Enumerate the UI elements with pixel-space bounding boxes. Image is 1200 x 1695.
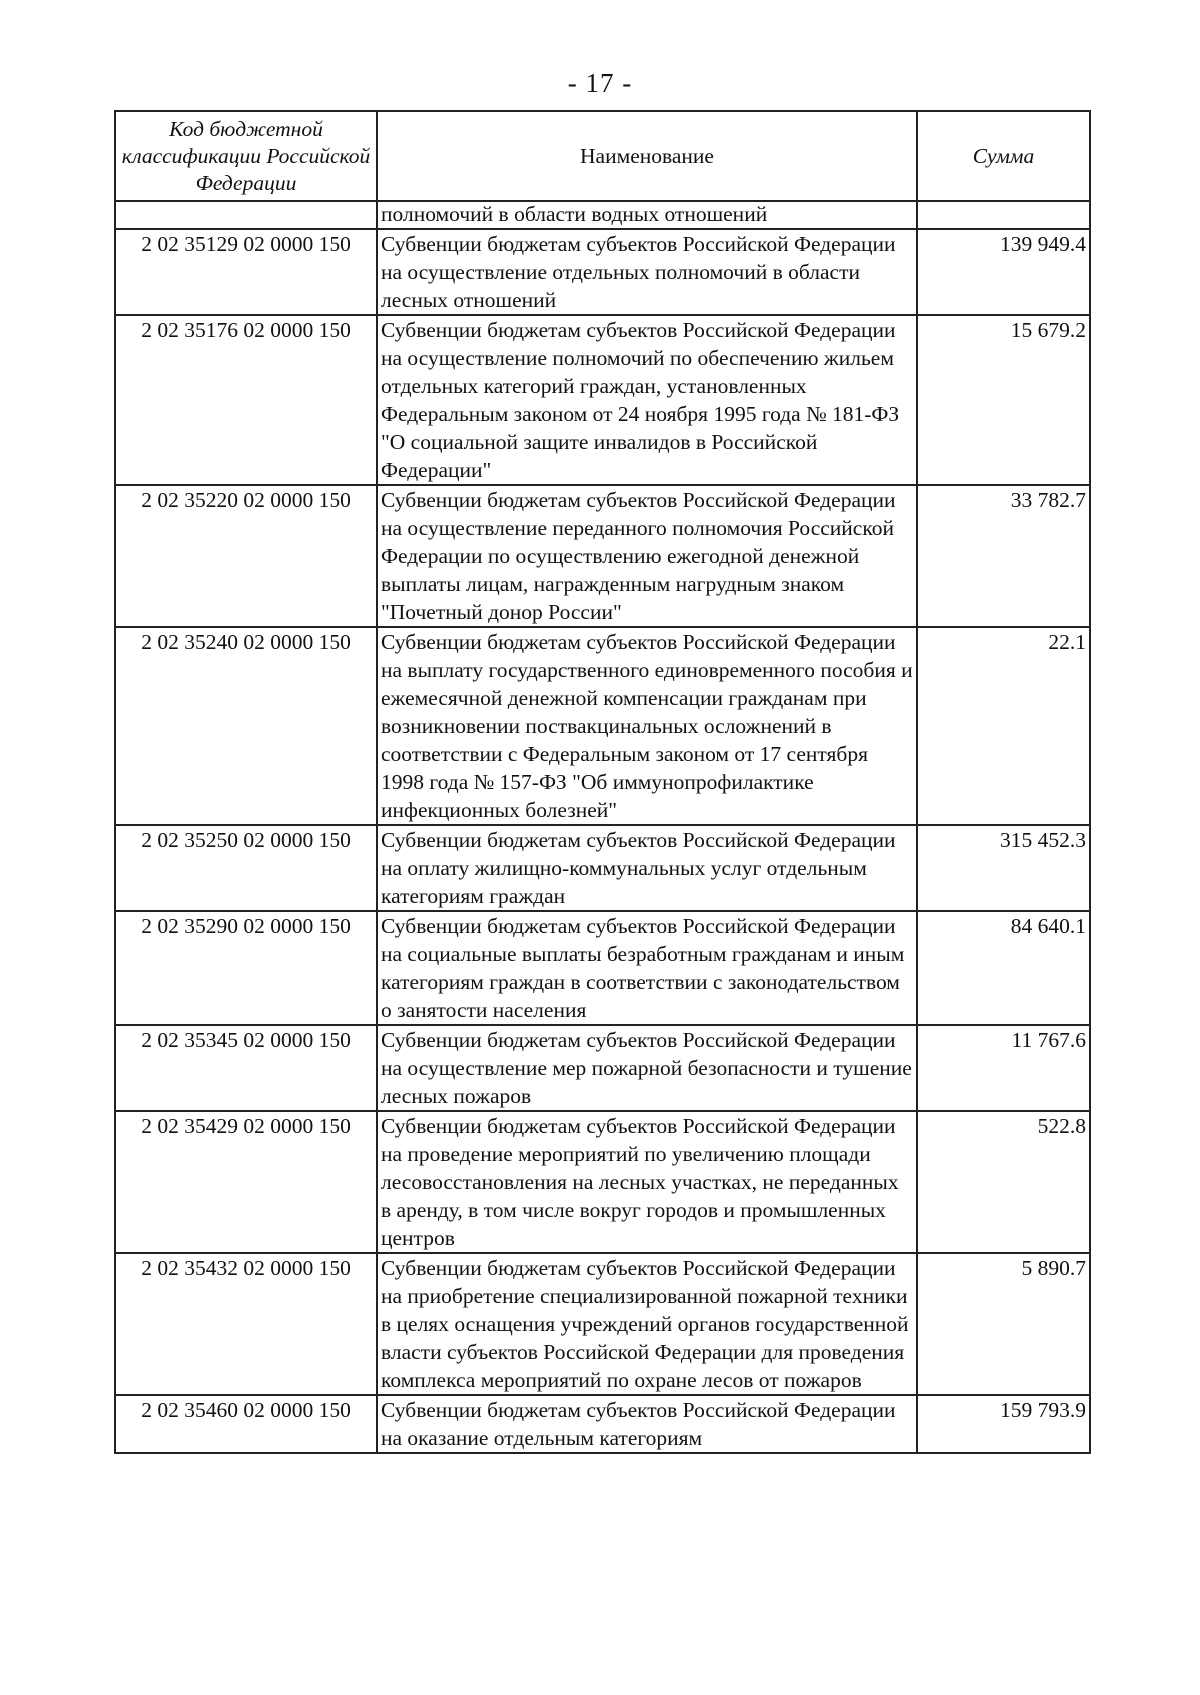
table-row: [115, 229, 1090, 315]
table-row: [115, 627, 1090, 825]
table-cell-name: Субвенции бюджетам субъектов Российской Федерации на социальные выплаты безработным гражданам и иным категориям граждан в соответствии с законодательством о занятости населения: [377, 911, 917, 1025]
continuation-row: [115, 201, 1090, 229]
table-cell-name: Субвенции бюджетам субъектов Российской Федерации на осуществление переданного полномочия Российской Федерации по осуществлению ежегодной денежной выплаты лицам, награжденным нагрудным знаком "Почетный донор России": [377, 485, 917, 627]
table-header-row: [115, 111, 1090, 201]
header-sum: Сумма: [917, 111, 1090, 201]
table-cell-sum: 139 949.4: [917, 229, 1090, 315]
table-cell-name: Субвенции бюджетам субъектов Российской Федерации на выплату государственного единовременного пособия и ежемесячной денежной компенсации гражданам при возникновении поствакцинальных осложнений в соответствии с Федеральным законом от 17 сентября 1998 года № 157-ФЗ "Об иммунопрофилактике инфекционных болезней": [377, 627, 917, 825]
table-row: [115, 1395, 1090, 1453]
table-row: [115, 1025, 1090, 1111]
table-cell-code: [115, 201, 377, 229]
table-row: [115, 911, 1090, 1025]
table-cell-sum: 315 452.3: [917, 825, 1090, 911]
table-cell-sum: 5 890.7: [917, 1253, 1090, 1395]
table-cell-code: 2 02 35220 02 0000 150: [115, 485, 377, 627]
table-cell-code: 2 02 35460 02 0000 150: [115, 1395, 377, 1453]
table-row: [115, 485, 1090, 627]
table-cell-code: 2 02 35250 02 0000 150: [115, 825, 377, 911]
table-row: [115, 1253, 1090, 1395]
table-cell-name: Субвенции бюджетам субъектов Российской Федерации на проведение мероприятий по увеличению площади лесовосстановления на лесных участках, не переданных в аренду, в том числе вокруг городов и промышленных центров: [377, 1111, 917, 1253]
table-cell-sum: 522.8: [917, 1111, 1090, 1253]
table-cell-sum: 15 679.2: [917, 315, 1090, 485]
table-row: [115, 825, 1090, 911]
table-cell-code: 2 02 35176 02 0000 150: [115, 315, 377, 485]
table-cell-name: Субвенции бюджетам субъектов Российской Федерации на оказание отдельным категориям: [377, 1395, 917, 1453]
table-cell-code: 2 02 35345 02 0000 150: [115, 1025, 377, 1111]
page-number: - 17 -: [567, 68, 633, 98]
header-code: Код бюджетной классификации Российской Федерации: [115, 111, 377, 201]
table-row: [115, 315, 1090, 485]
table-cell-code: 2 02 35429 02 0000 150: [115, 1111, 377, 1253]
table-cell-name: Субвенции бюджетам субъектов Российской Федерации на осуществление отдельных полномочий в области лесных отношений: [377, 229, 917, 315]
table-cell-sum: 22.1: [917, 627, 1090, 825]
table-cell-code: 2 02 35432 02 0000 150: [115, 1253, 377, 1395]
table-cell-name: Субвенции бюджетам субъектов Российской Федерации на осуществление полномочий по обеспечению жильем отдельных категорий граждан, установленных Федеральным законом от 24 ноября 1995 года № 181-ФЗ "О социальной защите инвалидов в Российской Федерации": [377, 315, 917, 485]
table-cell-sum: 84 640.1: [917, 911, 1090, 1025]
table-cell-name: полномочий в области водных отношений: [377, 201, 917, 229]
table-cell-name: Субвенции бюджетам субъектов Российской Федерации на осуществление мер пожарной безопасности и тушение лесных пожаров: [377, 1025, 917, 1111]
table-cell-code: 2 02 35240 02 0000 150: [115, 627, 377, 825]
table-cell-sum: 33 782.7: [917, 485, 1090, 627]
table-cell-code: 2 02 35290 02 0000 150: [115, 911, 377, 1025]
table-cell-sum: [917, 201, 1090, 229]
table-cell-name: Субвенции бюджетам субъектов Российской Федерации на приобретение специализированной пожарной техники в целях оснащения учреждений органов государственной власти субъектов Российской Федерации для проведения комплекса мероприятий по охране лесов от пожаров: [377, 1253, 917, 1395]
table-cell-sum: 159 793.9: [917, 1395, 1090, 1453]
header-name: Наименование: [377, 111, 917, 201]
table-row: [115, 1111, 1090, 1253]
table-cell-name: Субвенции бюджетам субъектов Российской Федерации на оплату жилищно-коммунальных услуг отдельным категориям граждан: [377, 825, 917, 911]
budget-table: [114, 110, 1091, 1454]
table-cell-sum: 11 767.6: [917, 1025, 1090, 1111]
table-cell-code: 2 02 35129 02 0000 150: [115, 229, 377, 315]
